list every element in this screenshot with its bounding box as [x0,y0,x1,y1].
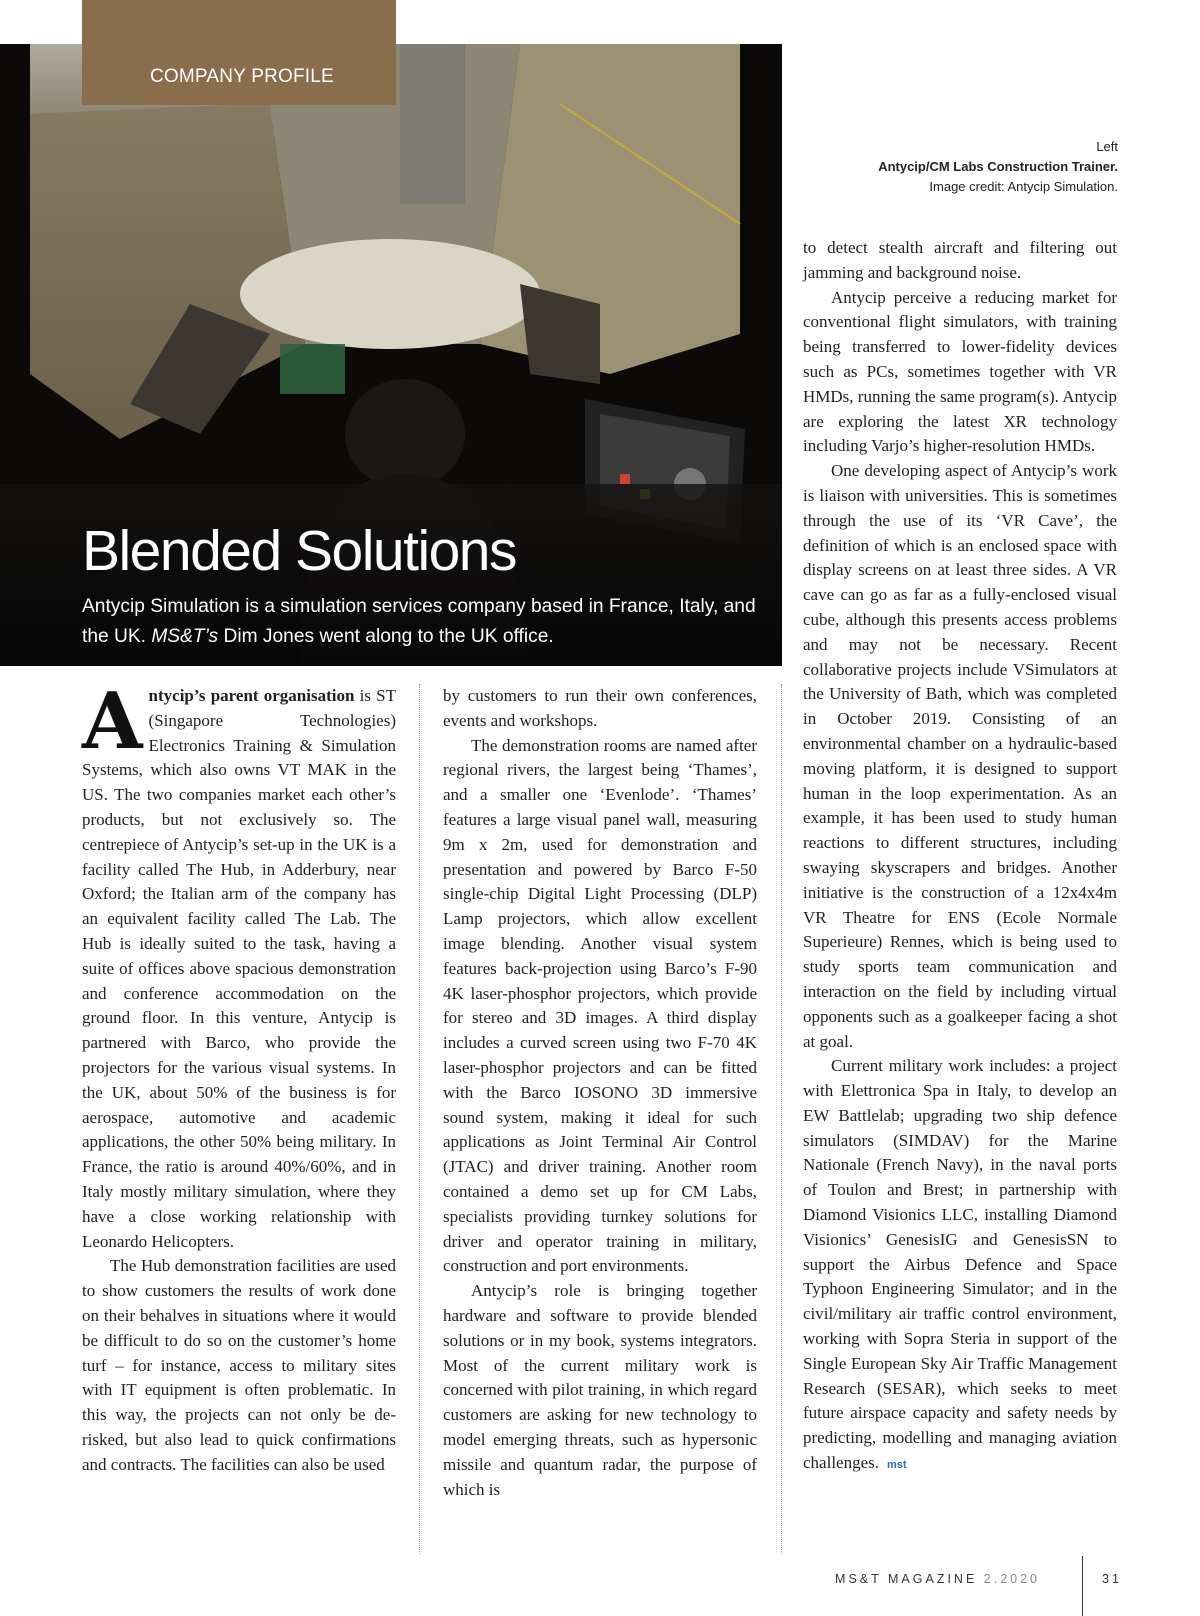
standfirst-text: Antycip Simulation is a simulation services company based in France, Italy, and the UK. [82,596,756,647]
caption-position: Left [1096,139,1118,154]
caption-title: Antycip/CM Labs Construction Trainer. [878,159,1118,174]
article-paragraph: The Hub demonstration facilities are used to show customers the results of work done on their behalves in situations where it would be difficult to do so on the customer’s home turf – for instance, access to military sites with IT equipment is often problematic. In this way, the projects can not only be de-risked, but also lead to quick confirmations and contracts. The facilities can also be used [82,1256,396,1474]
caption-credit: Image credit: Antycip Simulation. [929,179,1118,194]
photo-caption [798,137,1118,197]
column-divider [419,684,420,1554]
article-paragraph: Antycip perceive a reducing market for conventional flight simulators, with training being transferred to lower-fidelity devices such as PCs, sometimes together with VR HMDs, running the same program(s). Antycip are exploring the latest XR technology including Varjo’s higher-resolution HMDs. [803,287,1117,456]
footer-issue: 2.2020 [983,1572,1040,1586]
standfirst-text-end: went along to the UK office. [314,626,554,647]
article-column-2 [443,684,757,1502]
paragraph-text: is ST (Singapore Technologies) Electronics Training & Simulation Systems, which also owns VT MAK in the US. The two companies market each other’s products, but not exclusively so. The centrepiece of Antycip’s set-up in the UK is a facility called The Hub, in Adderbury, near Oxford; the Italian arm of the company has an equivalent facility called The Lab. The Hub is ideally suited to the task, having a suite of offices above spacious demonstration and conference accommodation on the ground floor. In this venture, Antycip is partnered with Barco, who provide the projectors for the various visual systems. In the UK, about 50% of the business is for aerospace, automotive and academic applications, the other 50% being military. In France, the ratio is around 40%/60%, and in Italy mostly military simulation, where they have a close working relationship with Leonardo Helicopters. [82,686,396,1251]
standfirst-magazine: MS&T’s [151,626,219,647]
article-paragraph [803,1054,1117,1478]
article-paragraph: One developing aspect of Antycip’s work is liaison with universities. This is sometimes through the use of its ‘VR Cave’, the definition of which is an enclosed space with display screens on at least three sides. A VR cave can go as far as a fully-enclosed visual cube, although this presents access problems and may not be necessary. Recent collaborative projects include VSimulators at the University of Bath, which was completed in October 2019. Consisting of an environmental chamber on a hydraulic-based moving platform, it is designed to support human in the loop experimentation. As an example, it has been used to study human reactions to different structures, including swaying skyscrapers and bridges. Another initiative is the construction of a 12x4x4m VR Theatre for ENS (Ecole Normale Superieure) Rennes, which is being used to study sports team communication and interaction on the field by including virtual opponents such as a goalkeeper facing a shot at goal. [803,461,1117,1051]
article-column-3 [803,236,1117,1478]
article-standfirst [82,592,762,652]
paragraph-text: Current military work includes: a project with Elettronica Spa in Italy, to develop an EW Battlelab; upgrading two ship defence simulators (SIMDAV) for the Marine Nationale (French Navy), in the naval ports of Toulon and Brest; in partnership with Diamond Visionics LLC, installing Diamond Visionics’ GenesisIG and GenesisSN to support the Airbus Defence and Space Typhoon Engineering Simulator; and in the civil/military air traffic control environment, working with Sopra Steria in support of the Single European Sky Air Traffic Management Research (SESAR), which seeks to meet future airspace capacity and safety needs by predicting, modelling and managing aviation challenges. [803,1056,1117,1473]
drop-cap: A [82,676,143,767]
footer-magazine-name: MS&T MAGAZINE [835,1572,984,1586]
article-paragraph: Antycip’s role is bringing together hardware and software to provide blended solutions or in my book, systems integrators. Most of the current military work is concerned with pilot training, in which regard customers are asking for new technology to model emerging threats, such as hypersonic missile and quantum radar, the purpose of which is [443,1281,757,1499]
section-tag-box [82,0,396,105]
article-paragraph: to detect stealth aircraft and filtering out jamming and background noise. [803,238,1117,282]
page-number: 31 [1102,1572,1122,1586]
article-column-1 [82,676,396,1478]
standfirst-author: Dim Jones [218,626,315,647]
lead-in: ntycip’s parent organisation [148,686,355,705]
article-paragraph: by customers to run their own conferences, events and workshops. [443,686,757,730]
section-tag: COMPANY PROFILE [150,66,334,87]
footer-divider [1082,1556,1083,1616]
footer-magazine [835,1572,1040,1586]
article-title: Blended Solutions [82,519,517,583]
end-mark-icon: mst [887,1459,907,1472]
article-paragraph: The demonstration rooms are named after regional rivers, the largest being ‘Thames’, and a smaller one ‘Evenlode’. ‘Thames’ features a large visual panel wall, measuring 9m x 2m, used for demonstration and presentation and powered by Barco F-50 single-chip Digital Light Processing (DLP) Lamp projectors, which allow excellent image blending. Another visual system features back-projection using Barco’s F-90 4K laser-phosphor projectors, which provide for stereo and 3D images. A third display includes a curved screen using two F-70 4K laser-phosphor projectors and can be fitted with the Barco IOSONO 3D immersive sound system, making it ideal for such applications as Joint Terminal Air Control (JTAC) and driver training. Another room contained a demo set up for CM Labs, specialists providing turnkey solutions for driver and operator training in military, construction and port environments. [443,735,757,1276]
column-divider [781,684,782,1554]
article-paragraph [82,676,396,1254]
